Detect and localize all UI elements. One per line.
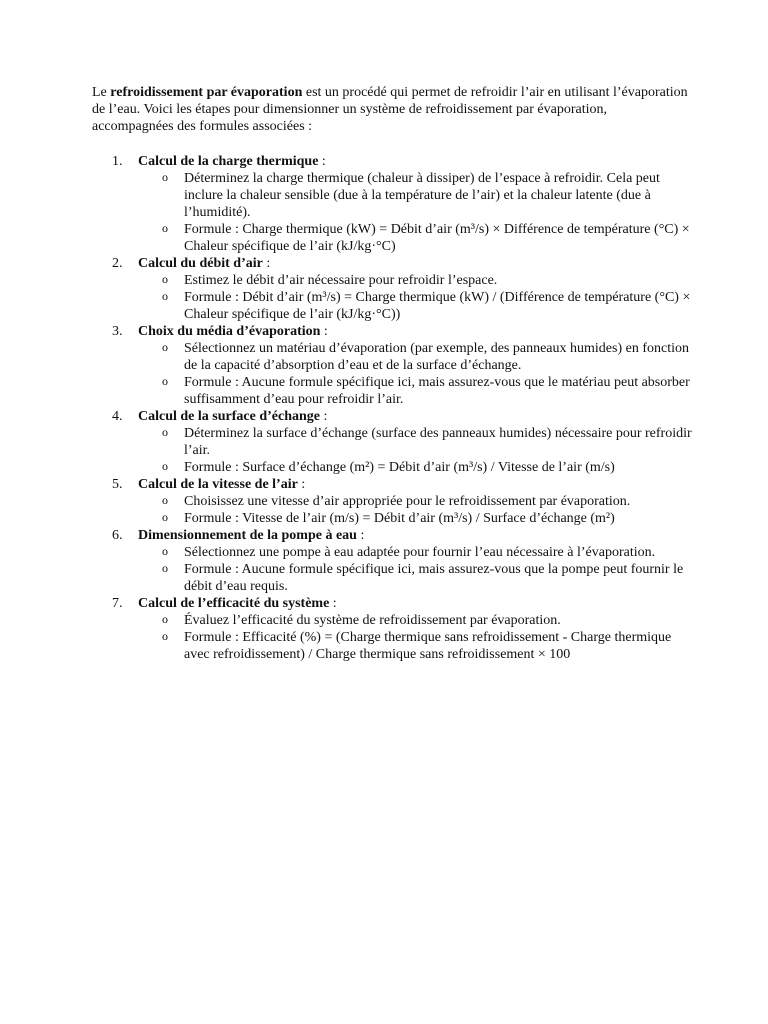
sub-list-item [138, 544, 692, 561]
step-heading [138, 323, 692, 340]
hollow-bullet-icon: o [162, 272, 168, 286]
step-item [92, 153, 692, 255]
step-item [92, 476, 692, 527]
step-sub-list [138, 425, 692, 476]
step-title: Calcul de la charge thermique [138, 154, 319, 169]
step-title-suffix: : [356, 528, 365, 543]
sub-item-text: Estimez le débit d’air nécessaire pour refroidir l’espace. [184, 273, 498, 288]
sub-list-item [138, 459, 692, 476]
hollow-bullet-icon: o [162, 612, 168, 626]
sub-list-item [138, 425, 692, 459]
sub-list-item [138, 272, 692, 289]
step-number: 5. [112, 477, 123, 492]
sub-list-item [138, 340, 692, 374]
sub-item-text: Déterminez la surface d’échange (surface des panneaux humides) nécessaire pour refroidir l’air. [184, 426, 692, 458]
step-heading [138, 255, 692, 272]
step-title-suffix: : [319, 409, 328, 424]
step-title: Calcul de l’efficacité du système [138, 596, 330, 611]
step-number: 2. [112, 256, 123, 271]
hollow-bullet-icon: o [162, 459, 168, 473]
hollow-bullet-icon: o [162, 425, 168, 439]
hollow-bullet-icon: o [162, 561, 168, 575]
hollow-bullet-icon: o [162, 374, 168, 388]
step-number: 7. [112, 596, 123, 611]
sub-item-text: Formule : Charge thermique (kW) = Débit d’air (m³/s) × Différence de température (°C) × Chaleur spécifique de l’air (kJ/kg·°C) [184, 222, 690, 254]
step-title: Choix du média d’évaporation [138, 324, 321, 339]
sub-list-item [138, 170, 692, 221]
sub-item-text: Formule : Efficacité (%) = (Charge thermique sans refroidissement - Charge thermique avec refroidissement) / Charge thermique sans refroidissement × 100 [184, 630, 672, 662]
step-sub-list [138, 493, 692, 527]
intro-prefix: Le [92, 85, 111, 100]
step-sub-list [138, 340, 692, 408]
step-title-suffix: : [318, 154, 326, 169]
steps-list [92, 153, 692, 663]
step-number: 4. [112, 409, 123, 424]
hollow-bullet-icon: o [162, 170, 168, 184]
step-title: Calcul du débit d’air [138, 256, 263, 271]
step-item [92, 255, 692, 323]
sub-list-item [138, 289, 692, 323]
step-sub-list [138, 170, 692, 255]
step-title: Dimensionnement de la pompe à eau [138, 528, 357, 543]
intro-term: refroidissement par évaporation [110, 85, 303, 100]
intro-rest: est un procédé qui permet de refroidir l’air en utilisant l’évaporation de l’eau. Voici les étapes pour dimensionner un système de refroidissement par évaporation, accompagnées des formules associées : [92, 85, 688, 134]
step-item [92, 595, 692, 663]
step-item [92, 527, 692, 595]
step-sub-list [138, 612, 692, 663]
step-heading [138, 408, 692, 425]
step-title-suffix: : [329, 596, 337, 611]
sub-item-text: Formule : Débit d’air (m³/s) = Charge thermique (kW) / (Différence de température (°C) × Chaleur spécifique de l’air (kJ/kg·°C)) [184, 290, 691, 322]
sub-item-text: Formule : Aucune formule spécifique ici, mais assurez-vous que la pompe peut fournir le débit d’eau requis. [184, 562, 684, 594]
step-title: Calcul de la surface d’échange [138, 409, 320, 424]
hollow-bullet-icon: o [162, 629, 168, 643]
sub-item-text: Sélectionnez une pompe à eau adaptée pour fournir l’eau nécessaire à l’évaporation. [184, 545, 656, 560]
step-heading [138, 153, 692, 170]
sub-list-item [138, 493, 692, 510]
step-title-suffix: : [262, 256, 271, 271]
sub-item-text: Choisissez une vitesse d’air appropriée pour le refroidissement par évaporation. [184, 494, 631, 509]
hollow-bullet-icon: o [162, 221, 168, 235]
sub-item-text: Formule : Vitesse de l’air (m/s) = Débit d’air (m³/s) / Surface d’échange (m²) [184, 511, 615, 526]
step-heading [138, 476, 692, 493]
sub-list-item [138, 510, 692, 527]
sub-list-item [138, 374, 692, 408]
step-sub-list [138, 272, 692, 323]
sub-item-text: Déterminez la charge thermique (chaleur à dissiper) de l’espace à refroidir. Cela peut inclure la chaleur sensible (due à la température de l’air) et la chaleur latente (due à l’humidité). [184, 171, 660, 220]
step-number: 6. [112, 528, 123, 543]
step-heading [138, 595, 692, 612]
step-number: 3. [112, 324, 123, 339]
step-item [92, 408, 692, 476]
step-item [92, 323, 692, 408]
sub-item-text: Formule : Surface d’échange (m²) = Débit d’air (m³/s) / Vitesse de l’air (m/s) [184, 460, 615, 475]
hollow-bullet-icon: o [162, 289, 168, 303]
sub-list-item [138, 612, 692, 629]
step-sub-list [138, 544, 692, 595]
hollow-bullet-icon: o [162, 510, 168, 524]
step-title: Calcul de la vitesse de l’air [138, 477, 298, 492]
hollow-bullet-icon: o [162, 493, 168, 507]
step-title-suffix: : [320, 324, 328, 339]
sub-item-text: Évaluez l’efficacité du système de refroidissement par évaporation. [184, 613, 561, 628]
sub-list-item [138, 629, 692, 663]
sub-item-text: Sélectionnez un matériau d’évaporation (par exemple, des panneaux humides) en fonction de la capacité d’absorption d’eau et de la surface d’échange. [184, 341, 689, 373]
hollow-bullet-icon: o [162, 544, 168, 558]
step-title-suffix: : [297, 477, 306, 492]
step-heading [138, 527, 692, 544]
sub-list-item [138, 561, 692, 595]
hollow-bullet-icon: o [162, 340, 168, 354]
sub-item-text: Formule : Aucune formule spécifique ici, mais assurez-vous que le matériau peut absorber suffisamment d’eau pour refroidir l’air. [184, 375, 690, 407]
intro-paragraph [92, 84, 692, 135]
step-number: 1. [112, 154, 123, 169]
sub-list-item [138, 221, 692, 255]
